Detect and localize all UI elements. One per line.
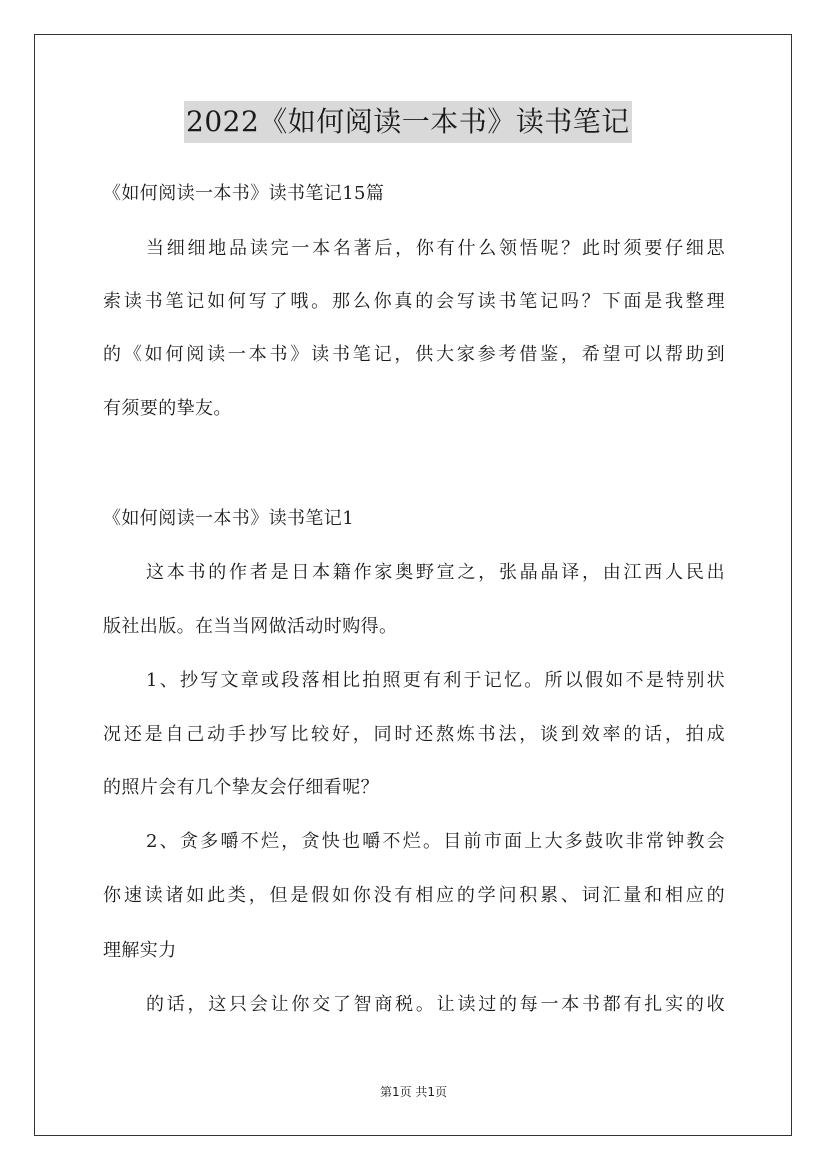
body-line-6: 2、贪多嚼不烂，贪快也嚼不烂。目前市面上大多鼓吹非常钟教会 — [146, 831, 725, 852]
intro-line-3: 的《如何阅读一本书》读书笔记，供大家参考借鉴，希望可以帮助到 — [103, 344, 725, 365]
page-footer: 第1页 共1页 — [379, 1085, 448, 1099]
body-line-7: 你速读诸如此类，但是假如你没有相应的学问积累、词汇量和相应的 — [103, 885, 725, 906]
body-line-4: 况还是自己动手抄写比较好，同时还熬炼书法，谈到效率的话，拍成 — [103, 724, 725, 745]
intro-line-2: 索读书笔记如何写了哦。那么你真的会写读书笔记吗？下面是我整理 — [103, 291, 725, 312]
body-line-2: 版社出版。在当当网做活动时购得。 — [103, 616, 398, 637]
body-line-9: 的话，这只会让你交了智商税。让读过的每一本书都有扎实的收 — [146, 994, 725, 1015]
body-line-1: 这本书的作者是日本籍作家奥野宣之，张晶晶译，由江西人民出 — [146, 562, 725, 583]
body-line-3: 1、抄写文章或段落相比拍照更有利于记忆。所以假如不是特别状 — [146, 670, 725, 691]
document-subtitle: 《如何阅读一本书》读书笔记15篇 — [103, 183, 385, 204]
document-title: 2022《如何阅读一本书》读书笔记 — [184, 101, 632, 143]
body-line-5: 的照片会有几个挚友会仔细看呢？ — [103, 777, 379, 798]
intro-line-4: 有须要的挚友。 — [103, 398, 232, 419]
section-heading: 《如何阅读一本书》读书笔记1 — [103, 508, 355, 529]
body-line-8: 理解实力 — [103, 940, 177, 961]
intro-line-1: 当细细地品读完一本名著后，你有什么领悟呢？此时须要仔细思 — [146, 238, 725, 259]
